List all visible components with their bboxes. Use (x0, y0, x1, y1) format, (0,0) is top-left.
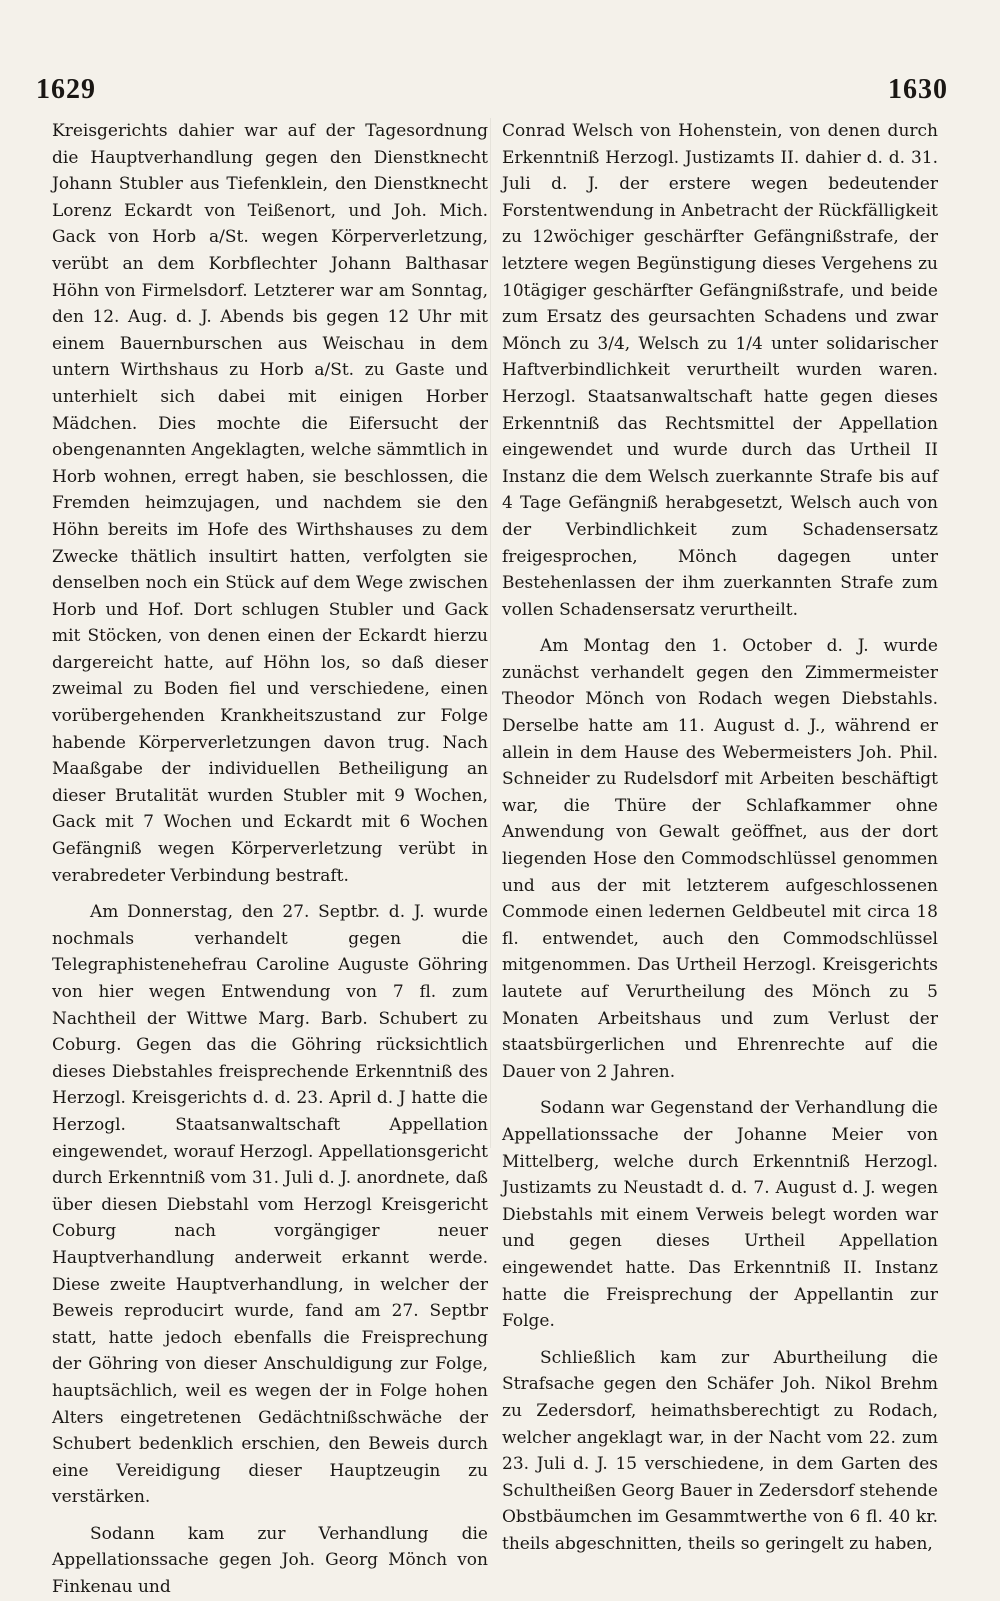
paragraph: Am Donnerstag, den 27. Septbr. d. J. wurde nochmals verhandelt gegen die Telegraphistenehefrau Caroline Auguste Göhring von hier wegen Entwendung von 7 fl. zum Nachtheil der Wittwe Marg. Barb. Schubert zu Coburg. Gegen das die Göhring rücksichtlich dieses Diebstahles freisprechende Erkenntniß des Herzogl. Kreisgerichts d. d. 23. April d. J hatte die Herzogl. Staatsanwaltschaft Appellation eingewendet, worauf Herzogl. Appellationsgericht durch Erkenntniß vom 31. Juli d. J. anordnete, daß über diesen Diebstahl vom Herzogl Kreisgericht Coburg nach vorgängiger neuer Hauptverhandlung anderweit erkannt werde. Diese zweite Hauptverhandlung, in welcher der Beweis reproducirt wurde, fand am 27. Septbr statt, hatte jedoch ebenfalls die Freisprechung der Göhring von dieser Anschuldigung zur Folge, hauptsächlich, weil es wegen der in Folge hohen Alters eingetretenen Gedächtnißschwäche der Schubert bedenklich erschien, den Beweis durch eine Vereidigung dieser Hauptzeugin zu verstärken. (52, 902, 488, 1508)
paragraph: Sodann kam zur Verhandlung die Appellationssache gegen Joh. Georg Mönch von Finkenau und (52, 1523, 488, 1598)
paragraph: Sodann war Gegenstand der Verhandlung die Appellationssache der Johanne Meier von Mittelberg, welche durch Erkenntniß Herzogl. Justizamts zu Neustadt d. d. 7. August d. J. wegen Diebstahls mit einem Verweis belegt worden war und gegen dieses Urtheil Appellation eingewendet hatte. Das Erkenntniß II. Instanz hatte die Freisprechung der Appellantin zur Folge. (502, 1098, 938, 1332)
paragraph: Schließlich kam zur Aburtheilung die Strafsache gegen den Schäfer Joh. Nikol Brehm zu Zedersdorf, heimathsberechtigt zu Rodach, welcher angeklagt war, in der Nacht vom 22. zum 23. Juli d. J. 15 verschiedene, in dem Garten des Schultheißen Georg Bauer in Zedersdorf stehende Obstbäumchen im Gesammtwerthe von 6 fl. 40 kr. theils abgeschnitten, theils so geringelt zu haben, (502, 1347, 938, 1554)
left-column (52, 118, 488, 1601)
page-number-right: 1630 (888, 74, 948, 105)
right-column (502, 118, 938, 1557)
paragraph: Am Montag den 1. October d. J. wurde zunächst verhandelt gegen den Zimmermeister Theodor Mönch von Rodach wegen Diebstahls. Derselbe hatte am 11. August d. J., während er allein in dem Hause des Webermeisters Joh. Phil. Schneider zu Rudelsdorf mit Arbeiten beschäftigt war, die Thüre der Schlafkammer ohne Anwendung von Gewalt geöffnet, aus der dort liegenden Hose den Commodschlüssel genommen und aus der mit letzterem aufgeschlossenen Commode einen ledernen Geldbeutel mit circa 18 fl. entwendet, auch den Commodschlüssel mitgenommen. Das Urtheil Herzogl. Kreisgerichts lautete auf Verurtheilung des Mönch zu 5 Monaten Arbeitshaus und zum Verlust der staatsbürgerlichen und Ehrenrechte auf die Dauer von 2 Jahren. (502, 636, 938, 1082)
paragraph: Conrad Welsch von Hohenstein, von denen durch Erkenntniß Herzogl. Justizamts II. dahier d. d. 31. Juli d. J. der erstere wegen bedeutender Forstentwendung in Anbetracht der Rückfälligkeit zu 12wöchiger geschärfter Gefängnißstrafe, der letztere wegen Begünstigung dieses Vergehens zu 10tägiger geschärfter Gefängnißstrafe, und beide zum Ersatz des geursachten Schadens und zwar Mönch zu 3/4, Welsch zu 1/4 unter solidarischer Haftverbindlichkeit verurtheilt wurden waren. Herzogl. Staatsanwaltschaft hatte gegen dieses Erkenntniß das Rechtsmittel der Appellation eingewendet und wurde durch das Urtheil II Instanz die dem Welsch zuerkannte Strafe bis auf 4 Tage Gefängniß herabgesetzt, Welsch auch von der Verbindlichkeit zum Schadensersatz freigesprochen, Mönch dagegen unter Bestehenlassen der ihm zuerkannten Strafe zum vollen Schadensersatz verurtheilt. (502, 121, 938, 620)
page-number-left: 1629 (36, 74, 96, 105)
paragraph: Kreisgerichts dahier war auf der Tagesordnung die Hauptverhandlung gegen den Dienstknecht Johann Stubler aus Tiefenklein, den Dienstknecht Lorenz Eckardt von Teißenort, und Joh. Mich. Gack von Horb a/St. wegen Körperverletzung, verübt an dem Korbflechter Johann Balthasar Höhn von Firmelsdorf. Letzterer war am Sonntag, den 12. Aug. d. J. Abends bis gegen 12 Uhr mit einem Bauernburschen aus Weischau in dem untern Wirthshaus zu Horb a/St. zu Gaste und unterhielt sich dabei mit einigen Horber Mädchen. Dies mochte die Eifersucht der obengenannten Angeklagten, welche sämmtlich in Horb wohnen, erregt haben, sie beschlossen, die Fremden heimzujagen, und nachdem sie den Höhn bereits im Hofe des Wirthshauses zu dem Zwecke thätlich insultirt hatten, verfolgten sie denselben noch ein Stück auf dem Wege zwischen Horb und Hof. Dort schlugen Stubler und Gack mit Stöcken, von denen einen der Eckardt hierzu dargereicht hatte, auf Höhn los, so daß dieser zweimal zu Boden fiel und verschiedene, einen vorübergehenden Krankheitszustand zur Folge habende Körperverletzungen davon trug. Nach Maaßgabe der individuellen Betheiligung an dieser Brutalität wurden Stubler mit 9 Wochen, Gack mit 7 Wochen und Eckardt mit 6 Wochen Gefängniß wegen Körperverletzung verübt in verabredeter Verbindung bestraft. (52, 121, 488, 886)
column-divider (490, 118, 491, 1148)
